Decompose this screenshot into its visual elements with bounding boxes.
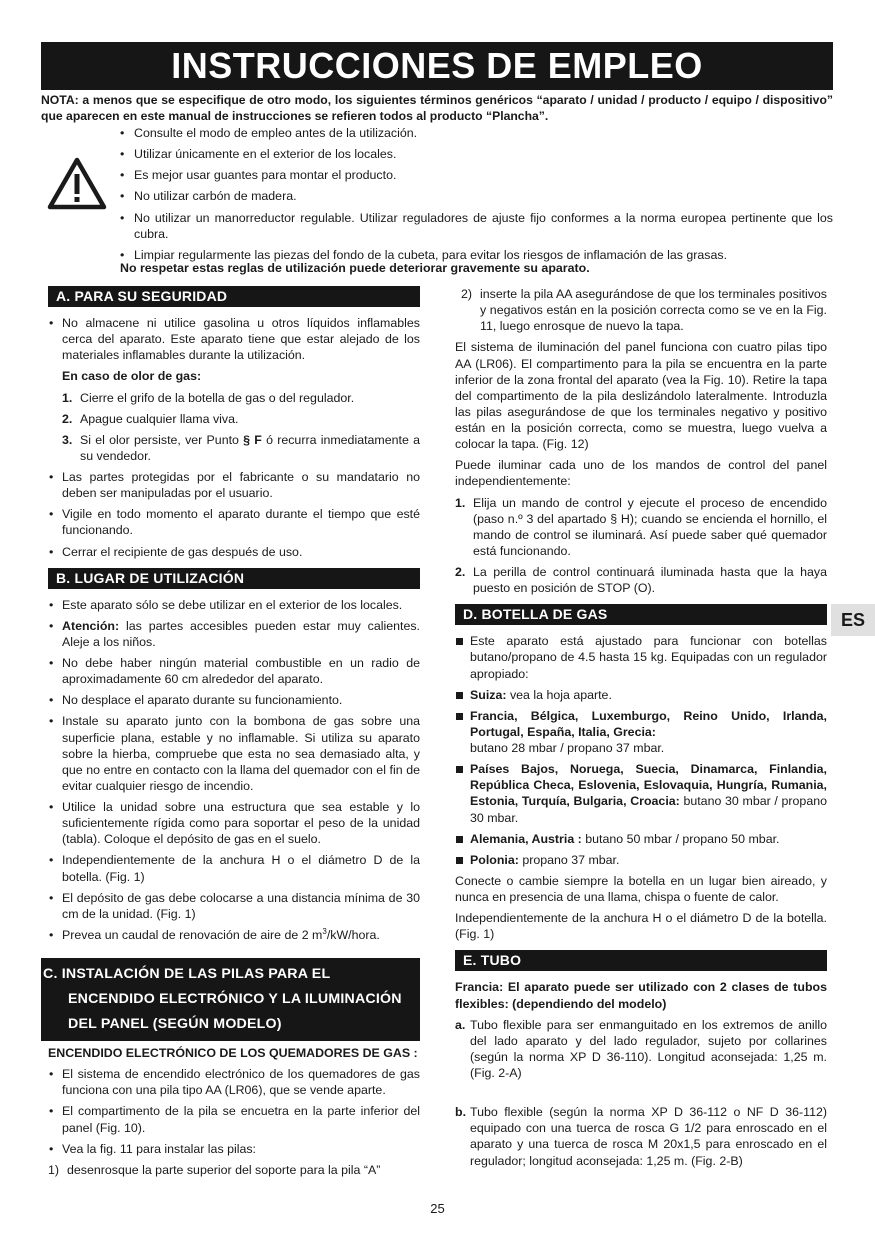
warning-list [120,125,833,268]
section-c-heading-line: ENCENDIDO ELECTRÓNICO Y LA ILUMINACIÓN [68,991,402,1007]
list-item: • Este aparato sólo se debe utilizar en el exterior de los locales. [48,597,420,613]
section-a-heading: A. PARA SU SEGURIDAD [48,286,420,307]
list-item [455,852,827,868]
section-b-list [48,597,420,943]
section-reference: § F [243,432,262,447]
list-item: • Vea la fig. 11 para instalar las pilas: [48,1141,420,1157]
bottle-size-paragraph: Independientemente de la anchura H o el diámetro D de la botella. (Fig. 1) [455,911,827,942]
list-item: • El depósito de gas debe colocarse a una distancia mínima de 30 cm de la unidad. (Fig. 1) [48,890,420,922]
section-e-heading: E. TUBO [455,950,827,971]
list-item [455,708,827,756]
pressure-text: butano 28 mbar / propano 37 mbar. [470,741,665,755]
battery-steps-continued [455,286,827,334]
step-text: Si el olor persiste, ver Punto [80,432,244,447]
step-text: Cierre el grifo de la botella de gas o del regulador. [80,390,355,405]
section-e-intro: Francia: El aparato puede ser utilizado con 2 clases de tubos flexibles: (dependiendo del modelo) [455,980,827,1011]
airflow-superscript: 3 [322,926,327,936]
list-item: • El sistema de encendido electrónico de los quemadores de gas funciona con una pila tipo AA (LR06), que se vende aparte. [48,1066,420,1098]
step-text: Apague cualquier llama viva. [80,411,239,426]
section-c-heading [41,958,420,1041]
option-letter: b. [455,1105,467,1120]
bottle-change-paragraph: Conecte o cambie siempre la botella en un lugar bien aireado, y nunca en presencia de una llama, chispa o fuente de calor. [455,873,827,904]
list-item: • Utilice la unidad sobre una estructura que sea estable y lo suficientemente rígida como para soportar el peso de la unidad (tabla). Coloque el depósito de gas en el suelo. [48,799,420,847]
step-text: Elija un mando de control y ejecute el proceso de encendido (paso n.º 3 del apartado § H); cuando se encienda el hornillo, el mando de control se iluminará. Así puede saber qué quemador está funcionando. [473,495,827,558]
step-text: La perilla de control continuará iluminada hasta que la haya puesto en posición de STOP (O). [473,565,827,596]
step-text: inserte la pila AA asegurándose de que los terminales positivos y negativos están en la posición correcta como se ve en la Fig. 11, luego enrosque de nuevo la tapa. [480,287,827,334]
list-item: • Consulte el modo de empleo antes de la utilización. [120,125,833,141]
gas-smell-subheading: En caso de olor de gas: [62,369,202,384]
nota-paragraph: NOTA: a menos que se especifique de otro modo, los siguientes términos genéricos “aparato / unidad / producto / equipo / dispositivo” que aparecen en este manual de instrucciones se refieren todos al producto “Plancha”. [41,93,833,123]
right-column [455,286,827,1174]
list-item: • Limpiar regularmente las piezas del fondo de la cubeta, para evitar los riesgos de inflamación de las grasas. [120,247,833,263]
attention-text: las partes accesibles pueden estar muy calientes. Aleje a los niños. [62,618,420,649]
page-title: INSTRUCCIONES DE EMPLEO [41,42,833,90]
gas-smell-steps [48,390,420,465]
step-number: 1. [62,390,73,405]
list-item [455,761,827,826]
step-number: 2. [455,565,466,579]
list-item [455,564,827,596]
section-c-heading-line: DEL PANEL (SEGÚN MODELO) [68,1016,282,1032]
list-item: • Instale su aparato junto con la bombona de gas sobre una superficie plana, estable y no inflamable. Si utiliza su aparato sobre la hierba, compruebe que esta no sea demasiado alta, y que no entre en contacto con la llama del quemador con el fin de evitar cualquier riesgo de incendio. [48,713,420,794]
section-a-list-2 [48,469,420,560]
list-item: • Es mejor usar guantes para montar el producto. [120,167,833,183]
list-item [455,687,827,703]
section-c-subheading: ENCENDIDO ELECTRÓNICO DE LOS QUEMADORES DE GAS : [48,1046,418,1060]
section-d-list [455,633,827,868]
list-item [48,411,420,427]
step-number: 1. [455,495,466,510]
list-item: • No almacene ni utilice gasolina u otros líquidos inflamables cerca del aparato. Este aparato tiene que estar alejado de los materiales inflamables durante la utilización. [48,315,420,363]
list-item [48,432,420,464]
pressure-text: propano 37 mbar. [518,852,620,867]
option-text: Tubo flexible (según la norma XP D 36-112 o NF D 36-112) equipado con una tuerca de rosca G 1/2 para enroscado en el aparato y una tuerca de rosca M 20x1,5 para enroscado en el regulador; longitud aconsejada: 1,25 m. (Fig. 2-B) [470,1105,827,1168]
hose-option-a [455,1017,827,1082]
list-item [48,390,420,406]
country-label: Francia, Bélgica, Luxemburgo, Reino Unido, Irlanda, Portugal, España, Italia, Grecia: [470,708,827,739]
list-item [48,927,420,943]
list-item: • No desplace el aparato durante su funcionamiento. [48,692,420,708]
list-item [455,286,827,334]
list-item [455,831,827,847]
hose-option-b [455,1104,827,1169]
pressure-text: butano 50 mbar / propano 50 mbar. [581,831,780,846]
step-text: ó recurra inmediatamente a su vendedor. [80,432,420,463]
list-item: • No utilizar un manorreductor regulable. Utilizar reguladores de ajuste fijo conformes a la norma europea pertinente que los cubra. [120,210,833,242]
section-c-list [48,1066,420,1157]
option-letter: a. [455,1017,466,1032]
step-number: 2. [62,411,73,426]
warning-final-note: No respetar estas reglas de utilización puede deteriorar gravemente su aparato. [120,261,590,275]
section-c-heading-line: C. INSTALACIÓN DE LAS PILAS PARA EL [43,966,331,982]
airflow-unit: /kW/hora. [326,927,380,942]
language-tab: ES [831,604,875,636]
step-number: 3. [62,432,73,447]
step-number: 1) [48,1162,60,1177]
panel-control-paragraph: Puede iluminar cada uno de los mandos de control del panel independientemente: [455,458,827,489]
warning-triangle-icon [46,156,108,212]
pressure-text: vea la hoja aparte. [506,687,612,702]
list-item [48,618,420,650]
section-d-heading: D. BOTELLA DE GAS [455,604,827,625]
section-b-heading: B. LUGAR DE UTILIZACIÓN [48,568,420,589]
section-a-list [48,315,420,363]
list-item: • Vigile en todo momento el aparato durante el tiempo que esté funcionando. [48,506,420,538]
attention-label: Atención: [62,618,120,633]
panel-control-steps [455,495,827,597]
battery-steps [42,1162,420,1178]
pressure-text: butano 30 mbar / propano 30 mbar. [470,794,827,825]
panel-lighting-paragraph: El sistema de iluminación del panel funciona con cuatro pilas tipo AA (LR06). El compartimento para la pila se encuentra en la parte inferior de la zona frontal del aparato (vea la Fig. 10). Retire la tapa del compartimento de la pila deslizándolo lateralmente. Introduzla las pilas asegurándose de que los terminales negativo y positivo están en la posición correcta, como se muestra, luego vuelva a colocar la tapa. (Fig. 12) [455,340,827,452]
list-item: • Cerrar el recipiente de gas después de uso. [48,544,420,560]
list-item: • No utilizar carbón de madera. [120,188,833,204]
option-text: Tubo flexible para ser enmanguitado en los extremos de anillo del lado aparato y del lado regulador, sujeto por collarines (según la norma XP D 36-110). Longitud aconsejada: 1,25 m. (Fig. 2-A) [470,1017,827,1080]
airflow-text: Prevea un caudal de renovación de aire de 2 m [62,927,323,942]
page-number: 25 [430,1201,445,1216]
list-item [42,1162,420,1178]
list-item: • Las partes protegidas por el fabricante o su mandatario no deben ser manipuladas por el usuario. [48,469,420,501]
country-label: Suiza: [470,687,507,702]
list-item: • Independientemente de la anchura H o el diámetro D de la botella. (Fig. 1) [48,852,420,884]
list-item [455,495,827,560]
country-label: Alemania, Austria : [470,831,582,846]
step-number: 2) [461,287,473,301]
left-column [43,286,420,1183]
step-text: desenrosque la parte superior del soporte para la pila “A” [67,1162,381,1177]
list-item: • El compartimento de la pila se encuetra en la parte inferior del panel (Fig. 10). [48,1103,420,1135]
country-label: Polonia: [470,852,519,867]
list-item: • No debe haber ningún material combustible en un radio de aproximadamente 60 cm alrededor del aparato. [48,655,420,687]
list-item: Este aparato está ajustado para funcionar con botellas butano/propano de 4.5 hasta 15 kg. Equipadas con un regulador apropiado: [455,633,827,681]
list-item: • Utilizar únicamente en el exterior de los locales. [120,146,833,162]
country-label: Países Bajos, Noruega, Suecia, Dinamarca, Finlandia, República Checa, Eslovenia, Eslovaquia, Hungría, Rumania, Estonia, Turquía, Bulgaria, Croacia: [470,762,827,809]
